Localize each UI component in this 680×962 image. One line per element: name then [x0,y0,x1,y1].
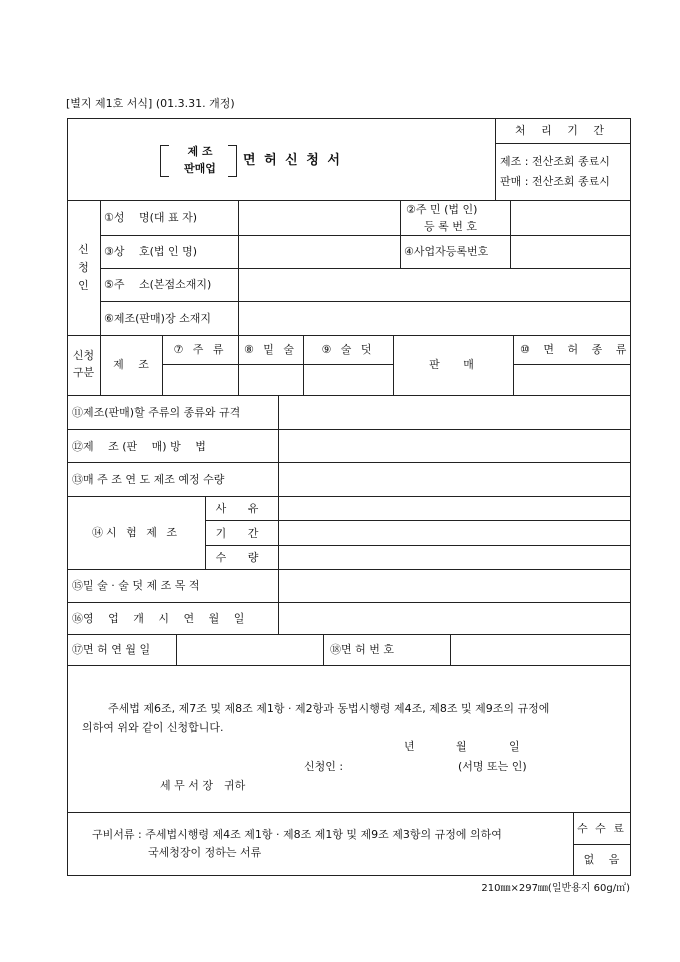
title-sales: 판매업 [184,162,216,175]
liquor-type-field[interactable] [163,365,237,394]
required-documents-line-2: 국세청장이 정하는 서류 [148,846,262,859]
row-11-label: ⑪제조(판매)할 주류의 종류와 규격 [72,406,241,419]
title-manufacture: 제 조 [187,145,213,158]
form-number-note: [별지 제1호 서식] (01.3.31. 개정) [66,97,235,110]
row-13-label: ⑬매 주 조 연 도 제조 예정 수량 [72,473,225,486]
row-15-label: ⑮밑 술 · 술 덧 제 조 목 적 [72,579,200,592]
paper-size-note: 210㎜×297㎜(일반용지 60g/㎡) [481,883,630,894]
yeast-field[interactable] [304,365,392,394]
row-13-field[interactable] [279,463,629,495]
row-14-period-label: 기 간 [215,527,268,540]
applicant-label-2: 청 [78,261,89,274]
row-16-label: ⑯영 업 개 시 연 월 일 [72,612,245,625]
applicant-label-1: 신 [78,243,89,256]
left-bracket [160,145,169,177]
factory-location-label: ⑥제조(판매)장 소재지 [104,312,211,325]
fee-label: 수 수 료 [577,822,626,835]
biz-reg-field[interactable] [511,236,629,267]
right-bracket [228,145,237,177]
reg-number-field[interactable] [511,201,629,234]
reg-number-label-2: 등 록 번 호 [424,220,477,233]
processing-period-label: 처 리 기 간 [515,124,610,137]
trade-name-label: ③상 호(법 인 명) [104,245,198,258]
license-type-label: ⑩ 면 허 종 류 [520,343,632,356]
row-14-quantity-field[interactable] [279,546,629,568]
row-12-label: ⑫제 조 (판 매) 방 법 [72,440,206,453]
declaration-line-2: 의하여 위와 같이 신청합니다. [82,721,224,734]
date-month: 월 [456,740,467,753]
row-14-quantity-label: 수 량 [215,551,268,564]
biz-reg-label: ④사업자등록번호 [404,245,489,258]
required-documents-line-1: 구비서류 : 주세법시행령 제4조 제1항 · 제8조 제1항 및 제9조 제3항의 규정에 의하여 [92,828,502,841]
category-label-1: 신청 [72,349,95,362]
license-date-label: ⑰면 허 연 월 일 [72,643,151,656]
processing-manufacture: 제조 : 전산조회 종료시 [500,155,610,168]
malt-label: ⑧ 밑 술 [243,343,298,356]
processing-sales: 판매 : 전산조회 종료시 [500,175,610,188]
malt-field[interactable] [239,365,302,394]
license-date-field[interactable] [177,635,322,664]
row-11-field[interactable] [279,396,629,428]
row-16-field[interactable] [279,603,629,633]
date-day: 일 [509,740,520,753]
row-14-reason-label: 사 유 [215,502,268,515]
applicant-label-3: 인 [78,279,89,292]
category-manufacture: 제 조 [113,358,149,371]
category-label-2: 구분 [72,366,95,379]
row-14-label: ⑭시 험 제 조 [92,526,180,539]
row-15-field[interactable] [279,570,629,601]
trade-name-field[interactable] [239,236,399,267]
signature-note: (서명 또는 인) [458,760,527,773]
category-sales: 판 매 [429,358,477,371]
address-field[interactable] [239,269,629,300]
license-type-field[interactable] [514,365,629,394]
addressee: 세 무 서 장 귀하 [160,779,246,792]
yeast-label: ⑨ 술 덧 [321,343,375,356]
factory-location-field[interactable] [239,302,629,334]
license-number-label: ⑱면 허 번 호 [330,643,394,656]
applicant-sign-field[interactable] [350,757,450,775]
row-14-reason-field[interactable] [279,497,629,519]
date-year: 년 [404,740,415,753]
declaration-line-1: 주세법 제6조, 제7조 및 제8조 제1항 · 제2항과 동법시행령 제4조, 제8조 및 제9조의 규정에 [108,702,550,715]
form-title: 면 허 신 청 서 [243,153,342,168]
row-12-field[interactable] [279,430,629,461]
name-field[interactable] [239,201,399,234]
fee-value: 없 음 [583,853,620,866]
liquor-type-label: ⑦ 주 류 [173,343,227,356]
row-14-period-field[interactable] [279,521,629,544]
name-label: ①성 명(대 표 자) [104,211,198,224]
license-number-field[interactable] [451,635,629,664]
applicant-sign-label: 신청인 : [304,760,344,773]
reg-number-label-1: ②주 민 (법 인) [406,203,478,216]
address-label: ⑤주 소(본점소재지) [104,278,212,291]
